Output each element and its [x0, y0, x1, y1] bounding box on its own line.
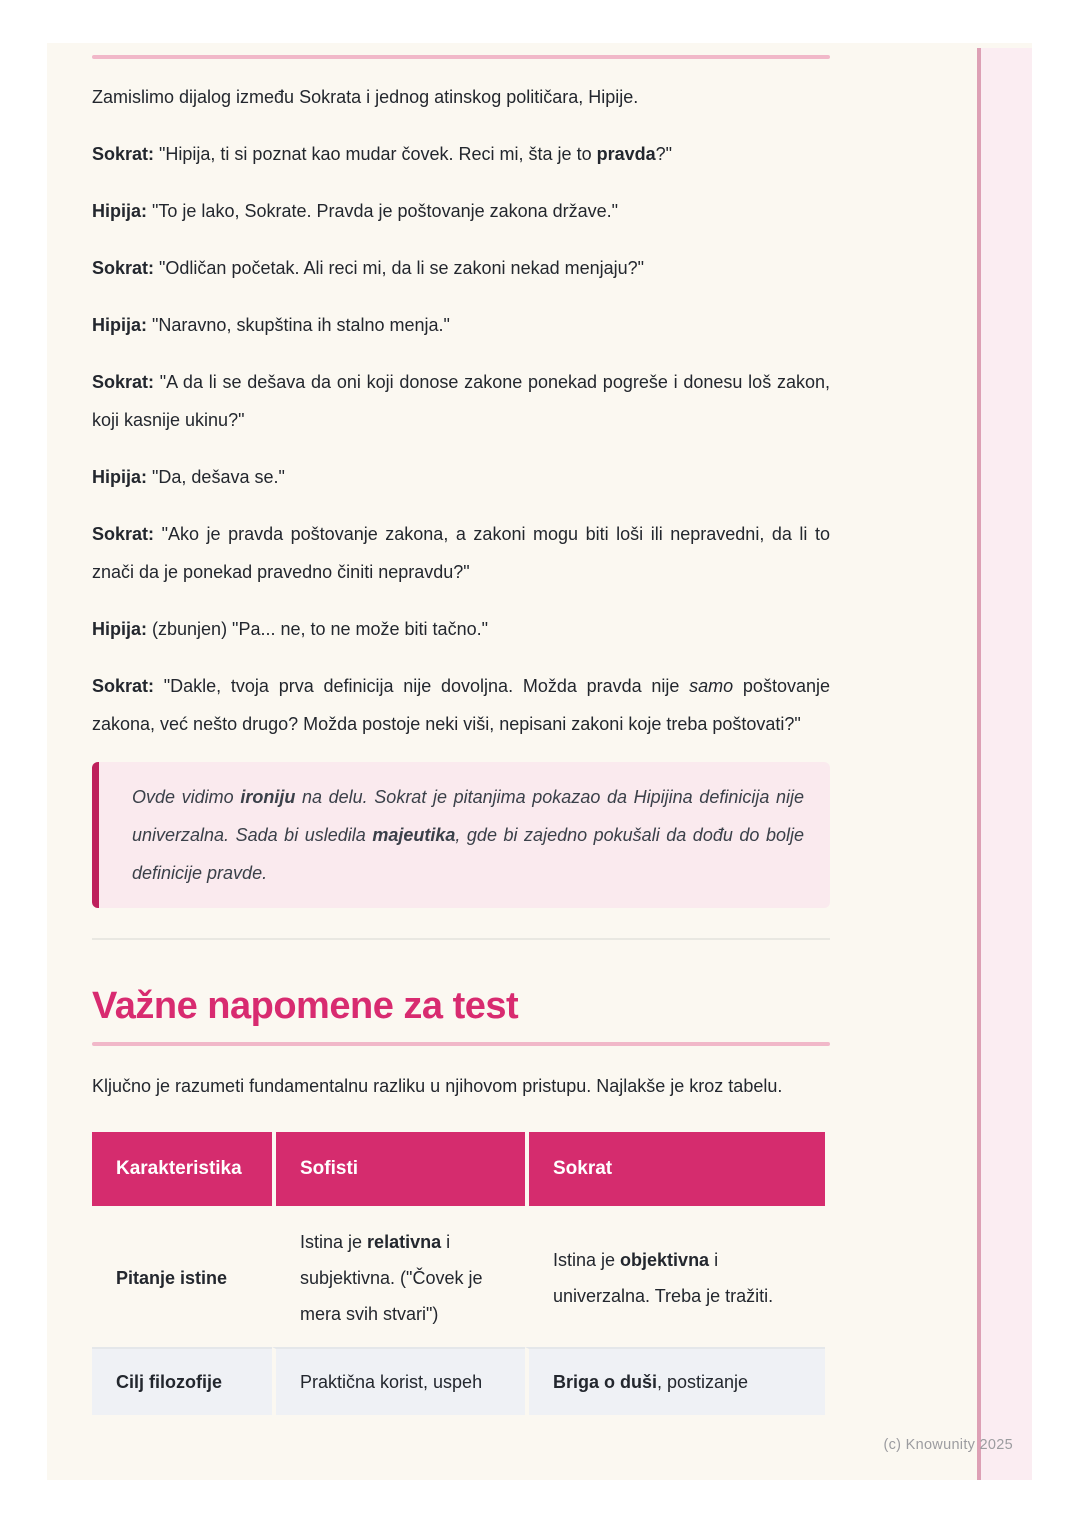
text-run: Hipija:: [92, 619, 148, 639]
callout-box: [92, 762, 830, 908]
text-run: Istina je: [300, 1232, 368, 1252]
text-run: samo: [689, 676, 734, 696]
table-header-cell: Karakteristika: [92, 1132, 272, 1206]
document-page: [47, 43, 1032, 1480]
text-run: Sokrat:: [92, 676, 155, 696]
table-cell: [92, 1347, 272, 1415]
text-run: Praktična korist, uspeh: [300, 1372, 483, 1392]
table-header-cell: Sofisti: [272, 1132, 525, 1206]
text-run: poštovanje zakona, već nešto drugo? Možda postoje neki viši, nepisani zakoni koje treba poštovati?": [92, 676, 830, 734]
table-row: [92, 1206, 825, 1347]
dialog-paragraph: [92, 610, 830, 648]
text-run: Hipija:: [92, 201, 148, 221]
dialog-paragraph: [92, 306, 830, 344]
section-heading: Važne napomene za test: [92, 985, 519, 1027]
table-header-row: [92, 1132, 825, 1206]
text-run: , gde bi zajedno pokušali da dođu do bolje definicije pravde.: [132, 825, 804, 883]
text-run: relativna: [367, 1232, 442, 1252]
text-run: "Odličan početak. Ali reci mi, da li se zakoni nekad menjaju?": [154, 258, 645, 278]
dialog-paragraph: [92, 363, 830, 439]
text-run: "Hipija, ti si poznat kao mudar čovek. Reci mi, šta je to: [154, 144, 597, 164]
dialog-paragraph: [92, 249, 830, 287]
section-divider: [92, 938, 830, 940]
text-run: majeutika: [372, 825, 456, 845]
dialog-paragraph: [92, 667, 830, 743]
table-row: [92, 1347, 825, 1415]
text-run: Sokrat:: [92, 258, 155, 278]
heading-underline: [92, 1042, 830, 1046]
dialog-section: [92, 78, 830, 743]
text-run: "A da li se dešava da oni koji donose zakone ponekad pogreše i donesu loš zakon, koji kasnije ukinu?": [92, 372, 830, 430]
dialog-paragraph: [92, 135, 830, 173]
text-run: Ovde vidimo: [132, 787, 241, 807]
table-cell: [525, 1206, 825, 1347]
text-run: ?": [655, 144, 673, 164]
text-run: "Dakle, tvoja prva definicija nije dovoljna. Možda pravda nije: [154, 676, 690, 696]
table-body: [92, 1206, 825, 1415]
text-run: pravda: [596, 144, 656, 164]
text-run: ironiju: [240, 787, 296, 807]
page-content: [92, 43, 830, 1415]
text-run: Pitanje istine: [116, 1268, 228, 1288]
dialog-paragraph: [92, 458, 830, 496]
text-run: Sokrat:: [92, 144, 155, 164]
text-run: Briga o duši: [553, 1372, 658, 1392]
right-accent-band: [977, 48, 1032, 1480]
text-run: Hipija:: [92, 315, 148, 335]
text-run: "Da, dešava se.": [147, 467, 285, 487]
table-cell: [272, 1206, 525, 1347]
text-run: Istina je: [553, 1250, 621, 1270]
top-divider: [92, 55, 830, 59]
text-run: i subjektivna. ("Čovek je mera svih stvari"): [300, 1232, 483, 1324]
dialog-paragraph: [92, 515, 830, 591]
text-run: na delu. Sokrat je pitanjima pokazao da Hipijina definicija nije univerzalna. Sada bi usledila: [132, 787, 805, 845]
table-cell: [272, 1347, 525, 1415]
text-run: (zbunjen) "Pa... ne, to ne može biti tačno.": [147, 619, 488, 639]
watermark: (c) Knowunity 2025: [883, 1437, 1013, 1453]
text-run: "To je lako, Sokrate. Pravda je poštovanje zakona države.": [147, 201, 619, 221]
text-run: "Naravno, skupština ih stalno menja.": [147, 315, 450, 335]
text-run: i univerzalna. Treba je tražiti.: [553, 1250, 774, 1306]
dialog-paragraph: [92, 192, 830, 230]
callout-text: [132, 778, 804, 892]
lead-paragraph: Ključno je razumeti fundamentalnu razliku u njihovom pristupu. Najlakše je kroz tabelu.: [92, 1076, 783, 1096]
table-cell: [92, 1206, 272, 1347]
dialog-paragraph: [92, 78, 830, 116]
text-run: objektivna: [620, 1250, 710, 1270]
comparison-table: [92, 1132, 825, 1415]
table-header-cell: Sokrat: [525, 1132, 825, 1206]
text-run: Cilj filozofije: [116, 1372, 222, 1392]
text-run: Zamislimo dijalog između Sokrata i jednog atinskog političara, Hipije.: [92, 87, 639, 107]
table-cell: [525, 1347, 825, 1415]
text-run: , postizanje: [657, 1372, 749, 1392]
text-run: Sokrat:: [92, 524, 155, 544]
text-run: Hipija:: [92, 467, 148, 487]
text-run: "Ako je pravda poštovanje zakona, a zakoni mogu biti loši ili nepravedni, da li to znači da je ponekad pravedno činiti nepravdu?": [92, 524, 830, 582]
text-run: Sokrat:: [92, 372, 155, 392]
